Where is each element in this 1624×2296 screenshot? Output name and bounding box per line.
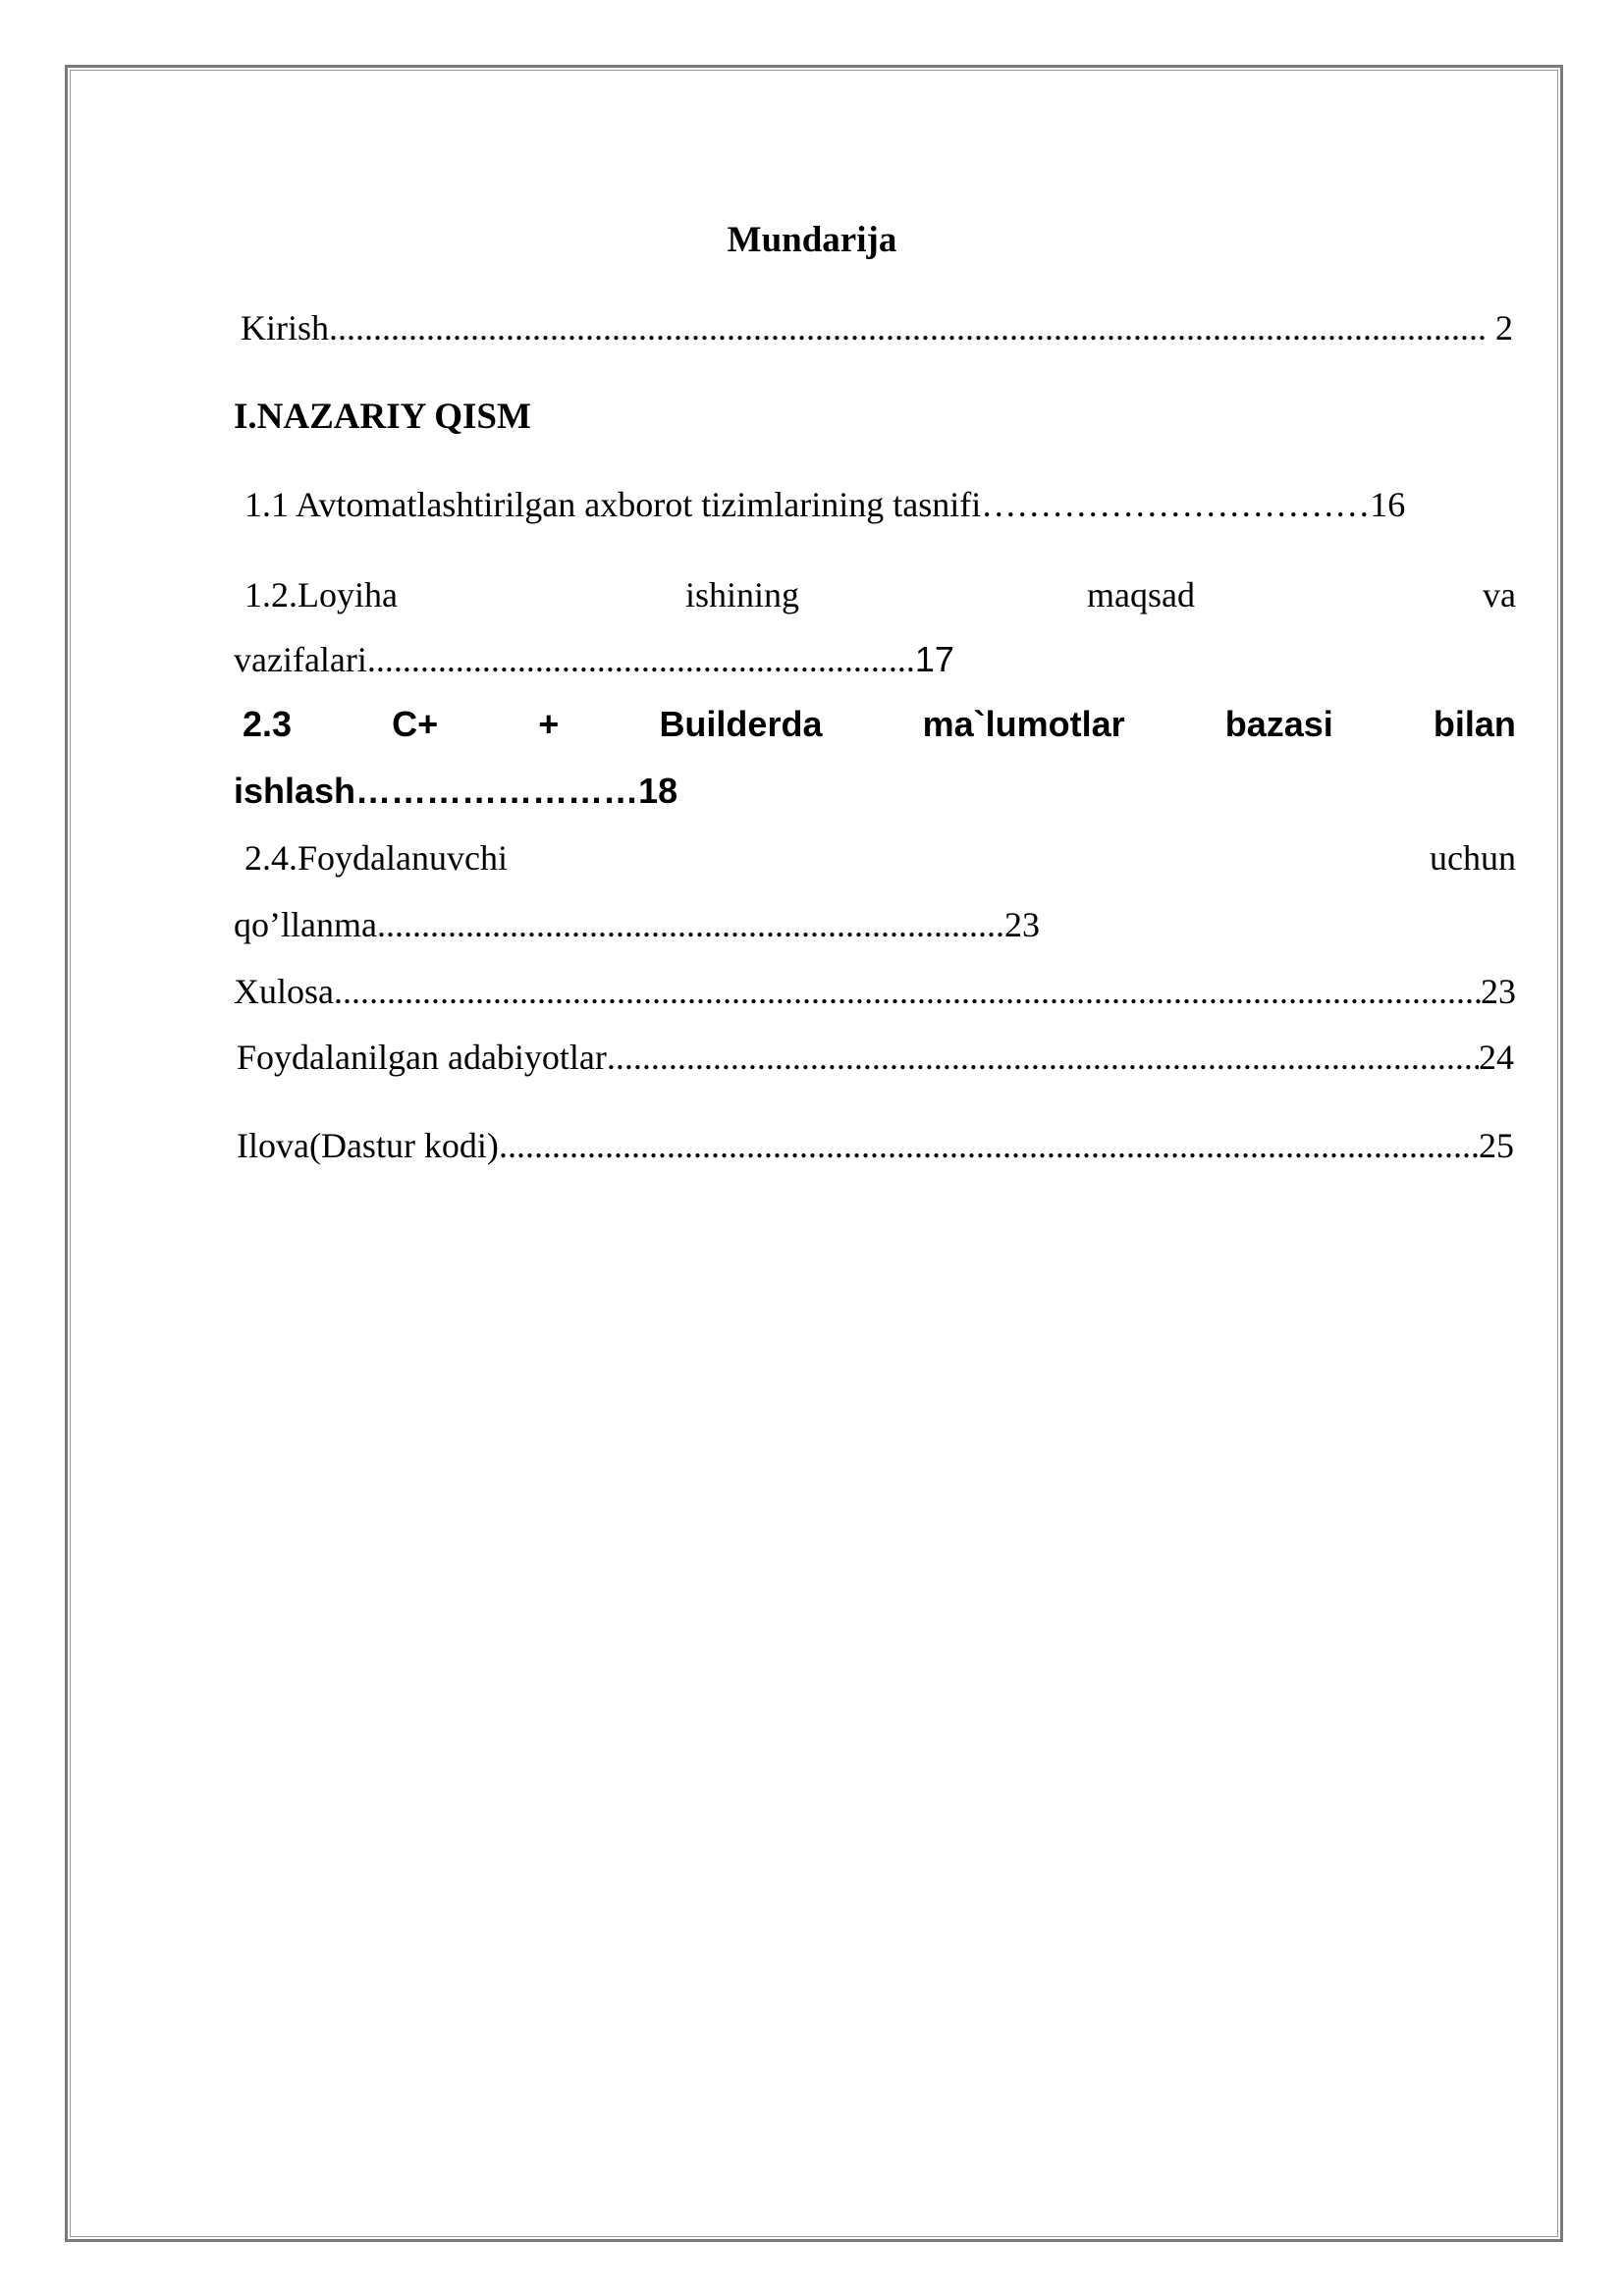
toc-entry-2-4-line2[interactable]: [234, 907, 1516, 942]
dot-leader: [607, 1040, 1479, 1075]
toc-word: 2.3: [243, 704, 293, 744]
dot-leader: [499, 1128, 1479, 1163]
toc-word: +: [538, 704, 560, 744]
toc-word: ishining: [685, 575, 800, 614]
toc-entry-2-3-line1[interactable]: [243, 704, 1516, 744]
toc-page-number: 2: [1487, 308, 1513, 347]
toc-entry-1-2-line1[interactable]: [244, 577, 1516, 613]
toc-word: uchun: [1430, 838, 1516, 878]
toc-entry-label: 1.1 Avtomatlashtirilgan axborot tizimlarining tasnifi: [244, 485, 982, 524]
toc-word: va: [1483, 575, 1516, 614]
dot-leader: ..............................................................: [366, 640, 915, 679]
toc-word: 1.2.Loyiha: [244, 575, 398, 614]
dot-leader: ……………………: [355, 771, 639, 811]
dot-leader: [329, 310, 1487, 346]
toc-page-number: 17: [914, 639, 954, 679]
toc-word: Builderda: [659, 704, 823, 744]
toc-entry-label: qo’llanma: [234, 905, 377, 944]
toc-word: maqsad: [1087, 575, 1195, 614]
toc-page-number: 23: [1481, 972, 1516, 1011]
toc-entry-xulosa[interactable]: [234, 974, 1516, 1009]
toc-page-number: 18: [638, 771, 678, 811]
toc-entry-2-4-line1[interactable]: [244, 840, 1516, 876]
toc-entry-label: Kirish: [241, 308, 329, 347]
toc-word: bilan: [1433, 704, 1516, 744]
toc-entry-kirish[interactable]: [241, 310, 1513, 346]
toc-entry-label: Xulosa: [234, 972, 334, 1011]
toc-page-number: 25: [1479, 1126, 1514, 1165]
toc-entry-label: vazifalari: [234, 640, 367, 679]
toc-page-number: 23: [1003, 905, 1040, 944]
toc-entry-ilova[interactable]: [237, 1128, 1514, 1163]
toc-page-number: 24: [1479, 1038, 1514, 1077]
dot-leader: [334, 974, 1481, 1009]
toc-entry-2-3-line2[interactable]: [234, 771, 1516, 811]
toc-title: Mundarija: [727, 220, 897, 260]
toc-page-number: 16: [1370, 485, 1406, 524]
dot-leader: .......................................................................: [376, 905, 1004, 944]
toc-entry-1-1[interactable]: [244, 487, 1527, 522]
toc-word: bazasi: [1224, 704, 1333, 744]
toc-word: ma`lumotlar: [922, 704, 1125, 744]
toc-entry-label: Ilova(Dastur kodi): [237, 1126, 499, 1165]
toc-entry-1-2-line2[interactable]: [234, 639, 1516, 679]
toc-word: C+: [392, 704, 439, 744]
toc-entry-adabiyotlar[interactable]: [237, 1040, 1514, 1075]
dot-leader: ……………………………: [981, 485, 1371, 524]
toc-section-heading: I.NAZARIY QISM: [234, 397, 531, 437]
toc-entry-label: Foydalanilgan adabiyotlar: [237, 1038, 607, 1077]
toc-word: 2.4.Foydalanuvchi: [244, 838, 508, 878]
toc-entry-label: ishlash: [234, 771, 356, 811]
